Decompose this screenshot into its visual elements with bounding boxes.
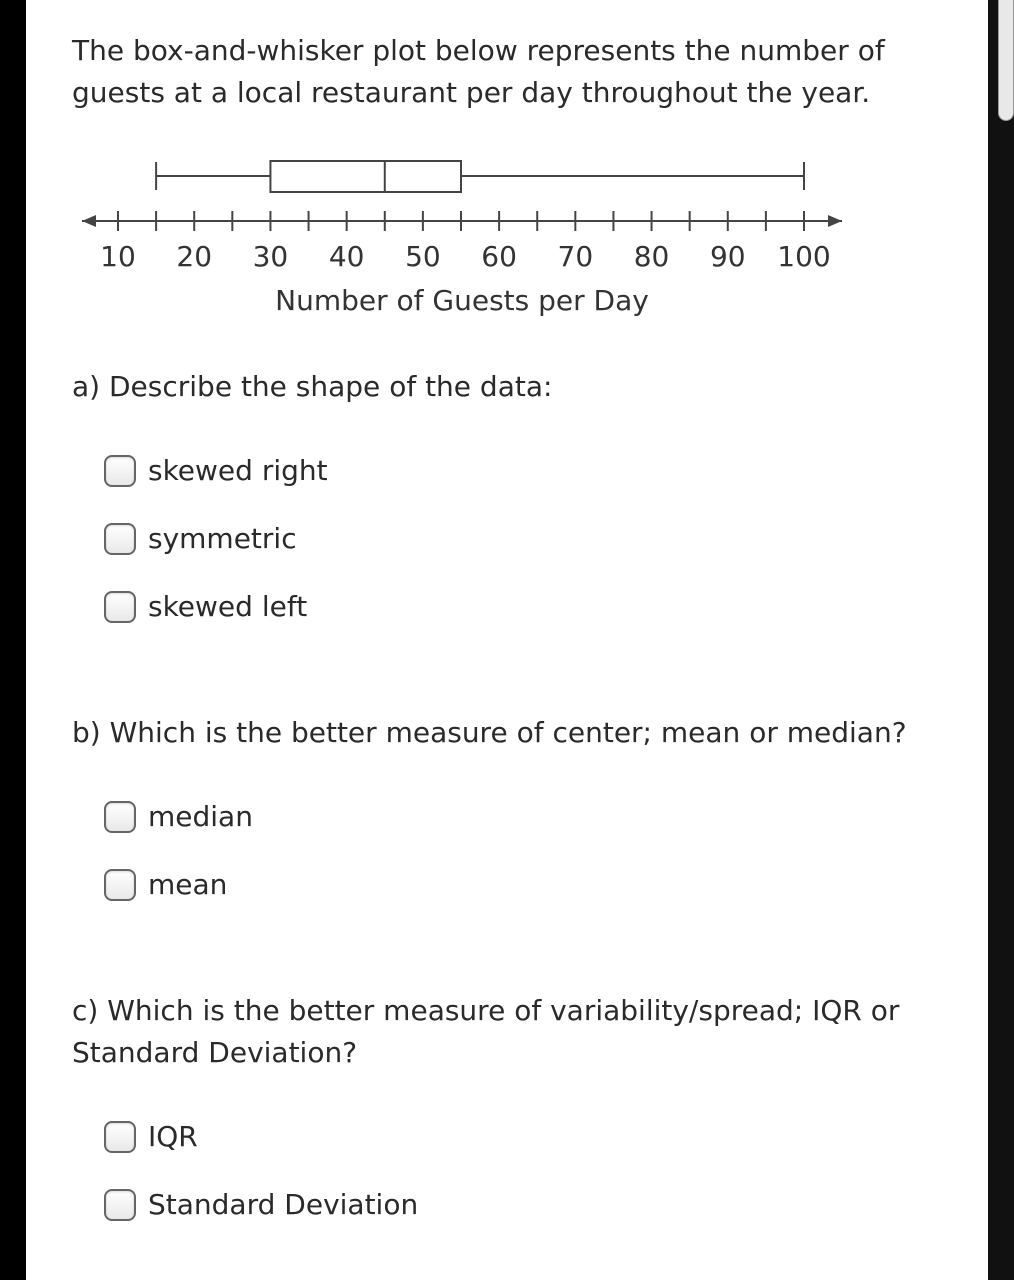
tick-label: 30: [252, 240, 289, 273]
option-iqr[interactable]: [104, 1120, 198, 1153]
tick-label: 20: [176, 240, 213, 273]
checkbox[interactable]: [104, 801, 136, 833]
option-label: Standard Deviation: [148, 1188, 419, 1221]
option-label: skewed left: [148, 590, 308, 623]
tick-label: 80: [633, 240, 670, 273]
option-label: median: [148, 800, 253, 833]
option-label: IQR: [148, 1120, 198, 1153]
question-c-prompt: c) Which is the better measure of variability/spread; IQR or Standard Deviation?: [72, 994, 900, 1069]
tick-label: 90: [709, 240, 746, 273]
question-a-prompt: a) Describe the shape of the data:: [72, 370, 553, 403]
option-standard-deviation[interactable]: [104, 1188, 418, 1221]
option-label: skewed right: [148, 454, 328, 487]
intro-text: The box-and-whisker plot below represents the number of guests at a local restaurant per day throughout the year.: [72, 34, 885, 109]
checkbox[interactable]: [104, 1121, 136, 1153]
box-plot-chart: [0, 0, 1014, 330]
tick-label: 100: [777, 240, 831, 273]
option-label: mean: [148, 868, 228, 901]
option-label: symmetric: [148, 522, 297, 555]
iqr-box: [270, 161, 461, 192]
checkbox[interactable]: [104, 455, 136, 487]
tick-label: 50: [405, 240, 441, 273]
option-median[interactable]: [104, 800, 253, 833]
question-b-prompt: b) Which is the better measure of center; mean or median?: [72, 716, 907, 749]
x-axis-label: Number of Guests per Day: [275, 284, 649, 317]
option-mean[interactable]: [104, 868, 227, 901]
axis-arrow-left: [82, 215, 96, 227]
tick-label: 40: [328, 240, 365, 273]
checkbox[interactable]: [104, 869, 136, 901]
axis-arrow-right: [828, 215, 842, 227]
option-skewed-left[interactable]: [104, 590, 307, 623]
checkbox[interactable]: [104, 523, 136, 555]
tick-label: 70: [557, 240, 594, 273]
option-symmetric[interactable]: [104, 522, 297, 555]
option-skewed-right[interactable]: [104, 454, 328, 487]
tick-label: 60: [481, 240, 517, 273]
checkbox[interactable]: [104, 591, 136, 623]
tick-label: 10: [100, 240, 136, 273]
checkbox[interactable]: [104, 1189, 136, 1221]
